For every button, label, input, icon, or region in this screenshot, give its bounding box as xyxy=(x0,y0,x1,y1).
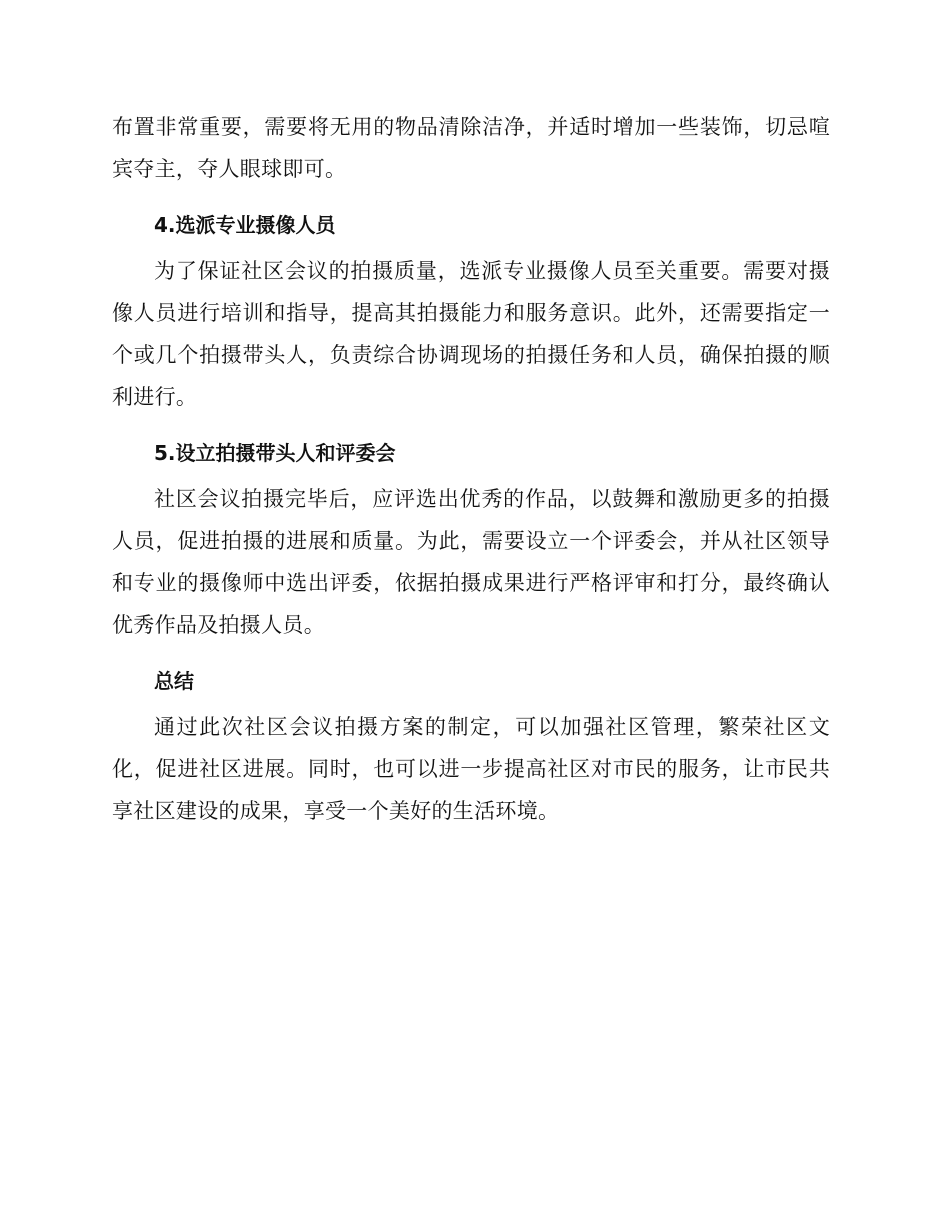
section-heading-summary: 总结 xyxy=(154,669,194,693)
document-page xyxy=(112,106,830,832)
section-heading-4: 4.选派专业摄像人员 xyxy=(154,213,336,237)
paragraph-summary: 通过此次社区会议拍摄方案的制定，可以加强社区管理，繁荣社区文化，促进社区进展。同时，也可以进一步提高社区对市民的服务，让市民共享社区建设的成果，享受一个美好的生活环境。 xyxy=(112,715,830,823)
paragraph-section-5: 社区会议拍摄完毕后，应评选出优秀的作品，以鼓舞和激励更多的拍摄人员，促进拍摄的进展和质量。为此，需要设立一个评委会，并从社区领导和专业的摄像师中选出评委，依据拍摄成果进行严格评审和打分，最终确认优秀作品及拍摄人员。 xyxy=(112,487,830,637)
section-heading-5: 5.设立拍摄带头人和评委会 xyxy=(154,441,396,465)
paragraph-section-4: 为了保证社区会议的拍摄质量，选派专业摄像人员至关重要。需要对摄像人员进行培训和指导，提高其拍摄能力和服务意识。此外，还需要指定一个或几个拍摄带头人，负责综合协调现场的拍摄任务和人员，确保拍摄的顺利进行。 xyxy=(112,259,830,409)
paragraph-intro-continued: 布置非常重要，需要将无用的物品清除洁净，并适时增加一些装饰，切忌喧宾夺主，夺人眼球即可。 xyxy=(112,115,830,181)
